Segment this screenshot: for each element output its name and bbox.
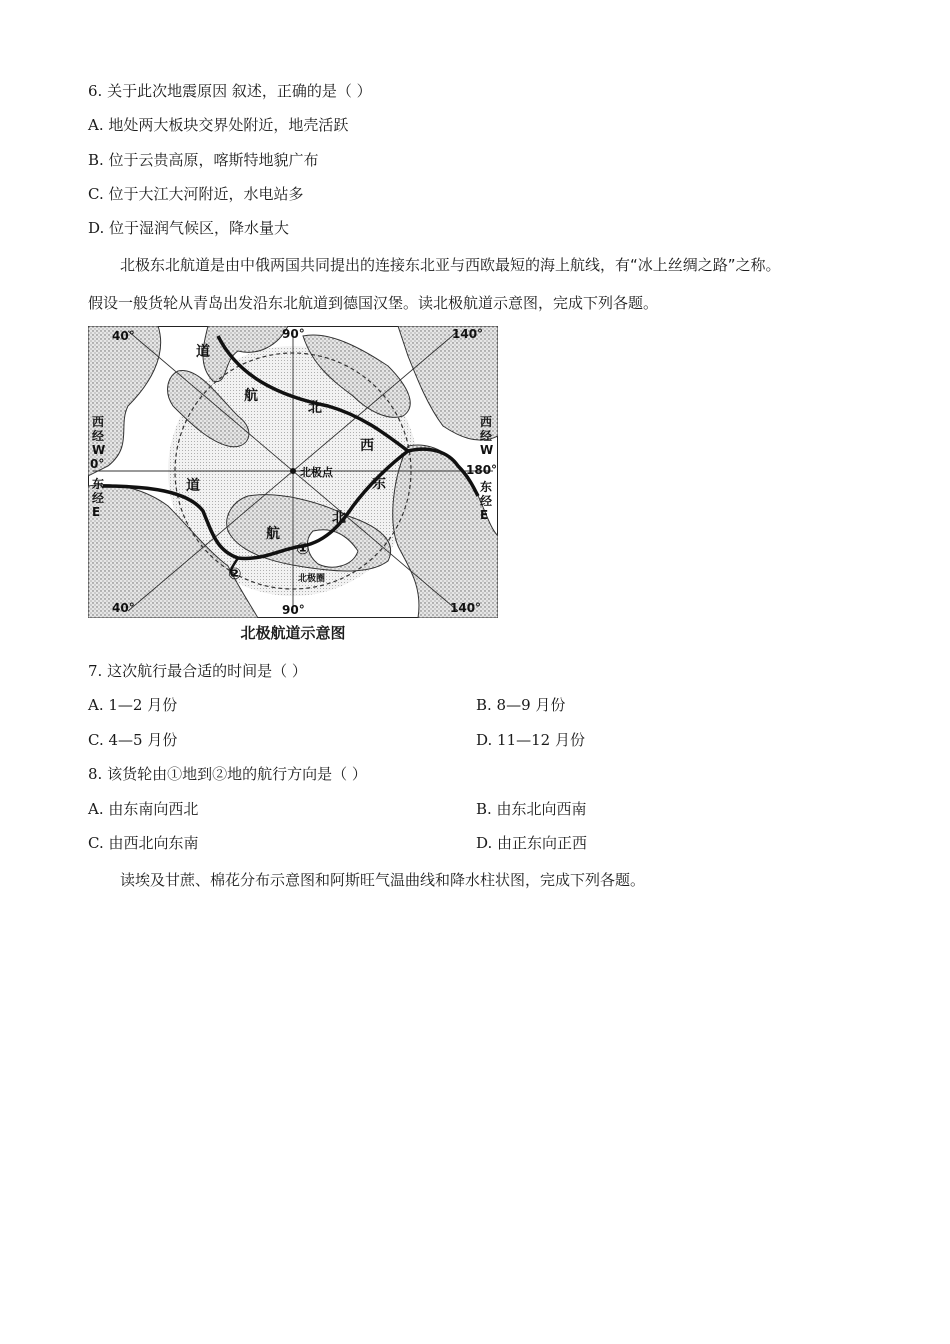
- label-right-e-3: E: [480, 508, 489, 522]
- label-left-w-1: 西: [92, 415, 105, 429]
- label-arctic-circle: 北极圈: [298, 574, 326, 584]
- label-left-e-2: 经: [92, 491, 105, 505]
- label-bottom-center-90: 90°: [282, 603, 305, 617]
- label-sw-2: 航: [266, 526, 280, 542]
- label-ne-2: 东: [372, 476, 386, 492]
- label-left-w-2: 经: [92, 429, 105, 443]
- map-caption: 北极航道示意图: [240, 624, 346, 642]
- label-right-w-1: 西: [480, 415, 493, 429]
- label-nw-3: 北: [308, 400, 322, 416]
- q6-option-b: B. 位于云贵高原，喀斯特地貌广布: [88, 151, 319, 169]
- q7-option-a: A. 1—2 月份: [88, 696, 178, 714]
- north-pole-point: [290, 468, 296, 474]
- intro2: 读埃及甘蔗、棉花分布示意图和阿斯旺气温曲线和降水柱状图，完成下列各题。: [120, 871, 646, 889]
- q7-option-c: C. 4—5 月份: [88, 731, 178, 749]
- intro1-line1: 北极东北航道是由中俄两国共同提出的连接东北亚与西欧最短的海上航线，有“冰上丝绸之路”之称。: [120, 256, 781, 274]
- label-nw-1: 道: [196, 344, 210, 360]
- label-left-w-3: W: [92, 443, 106, 457]
- label-bottom-left-40: 40°: [112, 601, 135, 615]
- q6-option-a: A. 地处两大板块交界处附近，地壳活跃: [88, 116, 349, 134]
- label-left-e-3: E: [92, 505, 101, 519]
- label-right-e-1: 东: [480, 480, 493, 494]
- q6-stem: 6. 关于此次地震原因 叙述，正确的是（ ）: [88, 82, 372, 100]
- label-right-w-2: 经: [480, 429, 493, 443]
- label-bottom-right-140: 140°: [450, 601, 482, 615]
- label-left-e-1: 东: [92, 477, 105, 491]
- q7-option-b: B. 8—9 月份: [476, 696, 566, 714]
- label-left-zero: 0°: [90, 457, 105, 471]
- q8-option-a: A. 由东南向西北: [88, 800, 199, 818]
- q8-option-b: B. 由东北向西南: [476, 800, 587, 818]
- label-point-1: ①: [296, 539, 310, 558]
- label-ne-3: 北: [332, 510, 346, 526]
- q8-stem: 8. 该货轮由①地到②地的航行方向是（ ）: [88, 765, 367, 783]
- q6-option-d: D. 位于湿润气候区，降水量大: [88, 219, 290, 237]
- label-top-right-140: 140°: [452, 327, 484, 341]
- label-sw-1: 道: [186, 478, 200, 494]
- label-nw-2: 航: [244, 388, 258, 404]
- label-top-left-40: 40°: [112, 329, 135, 343]
- label-point-2: ②: [228, 564, 242, 583]
- q7-stem: 7. 这次航行最合适的时间是（ ）: [88, 662, 307, 680]
- label-north-pole: 北极点: [300, 466, 333, 479]
- label-right-w-3: W: [480, 443, 494, 457]
- label-right-e-2: 经: [480, 494, 493, 508]
- label-ne-1: 西: [360, 438, 374, 454]
- label-top-center-90: 90°: [282, 327, 305, 341]
- q8-option-c: C. 由西北向东南: [88, 834, 199, 852]
- arctic-route-map: [88, 326, 498, 618]
- q6-option-c: C. 位于大江大河附近，水电站多: [88, 185, 304, 203]
- label-right-180: 180°: [466, 463, 498, 477]
- q7-option-d: D. 11—12 月份: [476, 731, 585, 749]
- intro1-line2: 假设一般货轮从青岛出发沿东北航道到德国汉堡。读北极航道示意图，完成下列各题。: [88, 294, 659, 312]
- q8-option-d: D. 由正东向正西: [476, 834, 588, 852]
